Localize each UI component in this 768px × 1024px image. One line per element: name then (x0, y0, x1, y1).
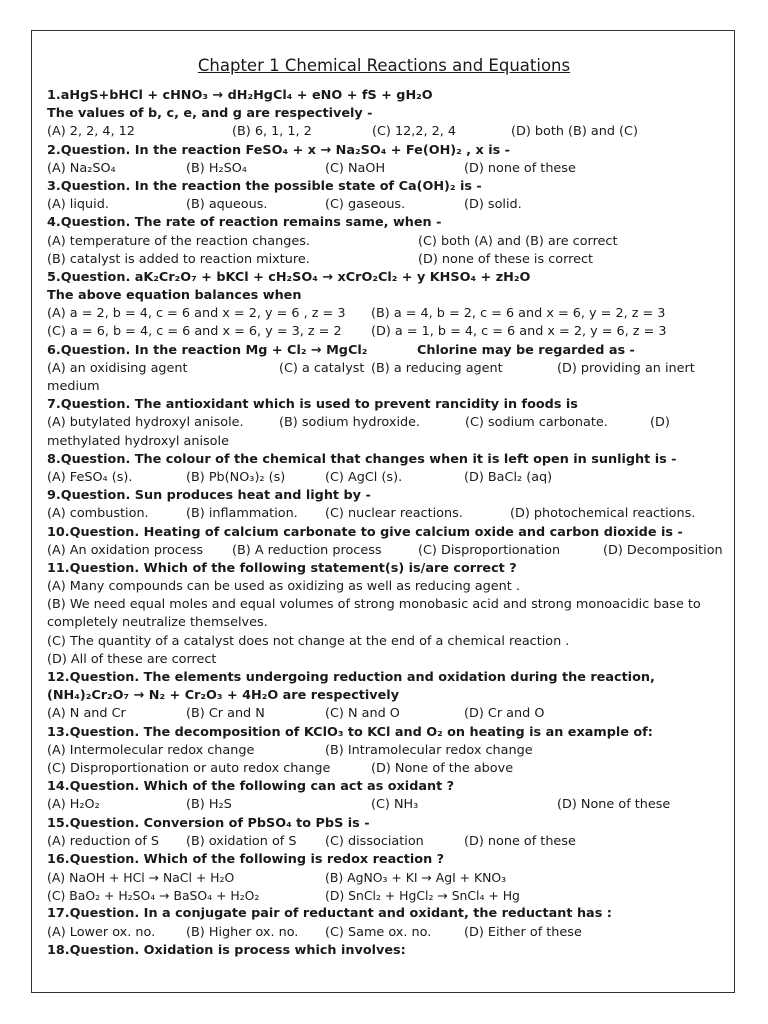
option-a: (A) liquid. (47, 197, 109, 213)
question-16-stem: 16.Question. Which of the following is redox reaction ? (47, 851, 445, 867)
option-a: (A) reduction of S (47, 833, 160, 849)
option-c: (C) N and O (325, 706, 400, 722)
question-7-option-continued: methylated hydroxyl anisole (47, 433, 229, 449)
question-5-stem: 5.Question. aK₂Cr₂O₇ + bKCl + cH₂SO₄ → xCrO₂Cl₂ + y KHSO₄ + zH₂O (47, 269, 531, 285)
page-title: Chapter 1 Chemical Reactions and Equations (197, 56, 571, 75)
question-16-options-row1 (47, 869, 737, 887)
question-7-options (47, 414, 737, 432)
option-d: (D) None of these (557, 797, 671, 813)
option-a: (A) An oxidation process (47, 542, 204, 558)
option-b: (B) Pb(NO₃)₂ (s) (186, 469, 286, 485)
option-b: (B) inflammation. (186, 506, 298, 522)
question-6-options (47, 360, 737, 378)
option-a: (A) FeSO₄ (s). (47, 469, 133, 485)
option-a: (A) combustion. (47, 506, 149, 522)
option-a: (A) Na₂SO₄ (47, 160, 116, 176)
question-4-options-row2 (47, 251, 737, 269)
option-c: (C) sodium carbonate. (465, 415, 608, 431)
option-b: (B) Higher ox. no. (186, 924, 299, 940)
option-d: (D) Cr and O (464, 706, 545, 722)
question-1-options (47, 123, 737, 141)
question-15-options (47, 833, 737, 851)
option-c: (C) both (A) and (B) are correct (418, 233, 618, 249)
option-b: (B) oxidation of S (186, 833, 297, 849)
option-c: (C) Disproportionation or auto redox change (47, 760, 331, 776)
option-a: (A) N and Cr (47, 706, 126, 722)
option-c: (C) The quantity of a catalyst does not change at the end of a chemical reaction . (47, 633, 570, 649)
option-b: (B) sodium hydroxide. (279, 415, 421, 431)
option-d: (D) none of these (464, 160, 576, 176)
option-d: (D) photochemical reactions. (510, 506, 696, 522)
question-10-options (47, 542, 737, 560)
option-b: (B) Intramolecular redox change (325, 742, 533, 758)
option-b: (B) a = 4, b = 2, c = 6 and x = 6, y = 2, z = 3 (371, 306, 666, 322)
option-b: (B) We need equal moles and equal volumes of strong monobasic acid and strong monoacidic base to completely neutralize themselves. (47, 597, 701, 631)
question-5-options-row1 (47, 305, 737, 323)
question-6-option-continued: medium (47, 379, 100, 394)
question-6-prompt: Chlorine may be regarded as - (417, 342, 635, 358)
question-15-stem: 15.Question. Conversion of PbSO₄ to PbS is - (47, 815, 370, 831)
option-a: (A) butylated hydroxyl anisole. (47, 415, 244, 431)
question-4-stem: 4.Question. The rate of reaction remains same, when - (47, 215, 442, 231)
option-d: (D) (650, 415, 670, 431)
question-8-stem: 8.Question. The colour of the chemical that changes when it is left open in sunlight is - (47, 451, 677, 467)
question-2-options (47, 160, 737, 178)
option-a: (A) an oxidising agent (47, 360, 188, 376)
option-b: (B) catalyst is added to reaction mixture. (47, 251, 310, 267)
option-b: (B) 6, 1, 1, 2 (232, 124, 312, 140)
question-1-prompt: The values of b, c, e, and g are respectively - (47, 106, 373, 122)
question-3-options (47, 196, 737, 214)
option-a: (A) 2, 2, 4, 12 (47, 124, 135, 140)
option-d: (D) SnCl₂ + HgCl₂ → SnCl₄ + Hg (325, 888, 520, 904)
option-b: (B) A reduction process (232, 542, 382, 558)
option-a: (A) NaOH + HCl → NaCl + H₂O (47, 870, 235, 886)
question-1-stem: 1.aHgS+bHCl + cHNO₃ → dH₂HgCl₄ + eNO + fS + gH₂O (47, 88, 433, 103)
option-a: (A) Lower ox. no. (47, 924, 156, 940)
question-14-stem: 14.Question. Which of the following can act as oxidant ? (47, 779, 455, 795)
option-b: (B) H₂SO₄ (186, 160, 247, 176)
option-b: (B) Cr and N (186, 706, 265, 722)
option-b: (B) H₂S (186, 797, 232, 813)
option-d: (D) none of these (464, 833, 576, 849)
question-5-options-row2 (47, 323, 737, 341)
option-c: (C) NH₃ (371, 797, 419, 813)
option-c: (C) a = 6, b = 4, c = 6 and x = 6, y = 3, z = 2 (47, 324, 342, 340)
question-9-stem: 9.Question. Sun produces heat and light by - (47, 488, 371, 504)
option-d: (D) BaCl₂ (aq) (464, 469, 553, 485)
question-2-stem: 2.Question. In the reaction FeSO₄ + x → Na₂SO₄ + Fe(OH)₂ , x is - (47, 142, 510, 158)
option-a: (A) a = 2, b = 4, c = 6 and x = 2, y = 6 , z = 3 (47, 306, 346, 322)
question-13-options-row1 (47, 742, 737, 760)
option-b: (B) aqueous. (186, 197, 268, 213)
question-list (47, 87, 737, 960)
question-7-stem: 7.Question. The antioxidant which is used to prevent rancidity in foods is (47, 397, 578, 413)
question-9-options (47, 505, 737, 523)
question-13-options-row2 (47, 760, 737, 778)
question-6-reaction: 6.Question. In the reaction Mg + Cl₂ → MgCl₂ (47, 342, 368, 358)
question-12-reaction: (NH₄)₂Cr₂O₇ → N₂ + Cr₂O₃ + 4H₂O are respectively (47, 688, 400, 704)
option-d: (D) none of these is correct (418, 251, 594, 267)
option-d: (D) All of these are correct (47, 651, 217, 667)
question-5-prompt: The above equation balances when (47, 288, 302, 304)
question-12-stem: 12.Question. The elements undergoing reduction and oxidation during the reaction, (47, 670, 655, 686)
question-13-stem: 13.Question. The decomposition of KClO₃ to KCl and O₂ on heating is an example of: (47, 724, 653, 740)
option-c: (C) gaseous. (325, 197, 406, 213)
option-d: (D) providing an inert (557, 360, 695, 376)
option-d: (D) both (B) and (C) (511, 124, 638, 140)
question-12-options (47, 705, 737, 723)
option-c: (C) dissociation (325, 833, 424, 849)
option-c: (C) Disproportionation (418, 542, 561, 558)
question-14-options (47, 796, 737, 814)
option-b: (B) a reducing agent (371, 360, 503, 376)
question-17-stem: 17.Question. In a conjugate pair of reductant and oxidant, the reductant has : (47, 906, 612, 922)
option-d: (D) Either of these (464, 924, 582, 940)
option-c: (C) nuclear reactions. (325, 506, 463, 522)
option-d: (D) solid. (464, 197, 522, 213)
option-c: (C) BaO₂ + H₂SO₄ → BaSO₄ + H₂O₂ (47, 888, 260, 904)
question-3-stem: 3.Question. In the reaction the possible state of Ca(OH)₂ is - (47, 178, 482, 194)
option-c: (C) a catalyst (279, 360, 365, 376)
option-d: (D) None of the above (371, 760, 514, 776)
option-a: (A) temperature of the reaction changes. (47, 233, 310, 249)
option-d: (D) Decomposition (603, 542, 723, 558)
option-a: (A) Many compounds can be used as oxidizing as well as reducing agent . (47, 579, 520, 595)
option-c: (C) AgCl (s). (325, 469, 403, 485)
question-11-stem: 11.Question. Which of the following statement(s) is/are correct ? (47, 560, 517, 576)
question-18-stem: 18.Question. Oxidation is process which involves: (47, 942, 406, 958)
question-10-stem: 10.Question. Heating of calcium carbonate to give calcium oxide and carbon dioxide is - (47, 524, 683, 540)
option-a: (A) H₂O₂ (47, 797, 100, 813)
option-b: (B) AgNO₃ + KI → AgI + KNO₃ (325, 870, 507, 886)
question-16-options-row2 (47, 887, 737, 905)
option-a: (A) Intermolecular redox change (47, 742, 255, 758)
option-c: (C) Same ox. no. (325, 924, 432, 940)
option-d: (D) a = 1, b = 4, c = 6 and x = 2, y = 6, z = 3 (371, 324, 667, 340)
question-6-stem (47, 342, 737, 360)
question-17-options (47, 924, 737, 942)
question-8-options (47, 469, 737, 487)
question-4-options-row1 (47, 233, 737, 251)
option-c: (C) NaOH (325, 160, 386, 176)
option-c: (C) 12,2, 2, 4 (372, 124, 457, 140)
